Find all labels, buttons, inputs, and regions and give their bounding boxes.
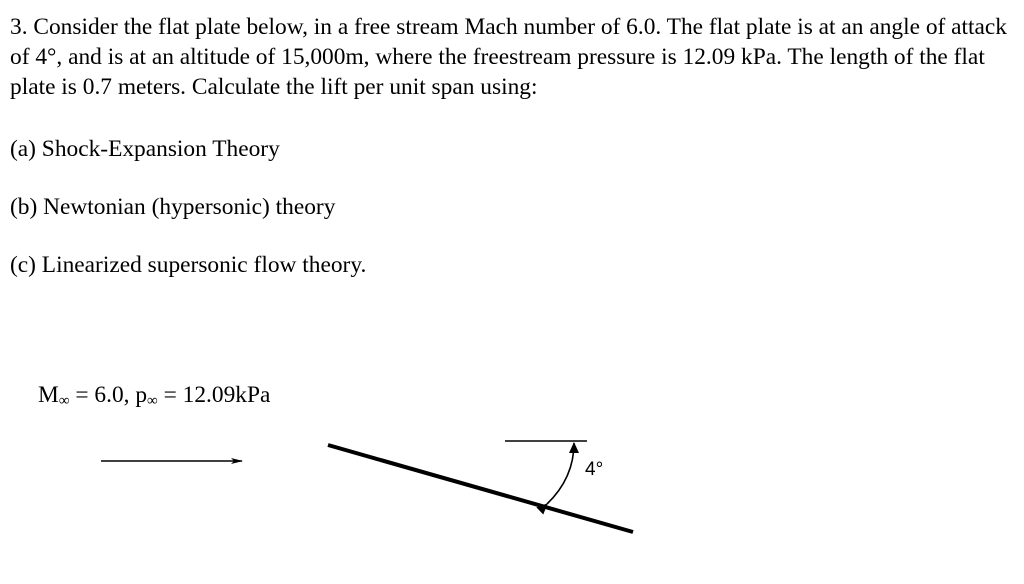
pressure-value: = 12.09kPa: [157, 382, 271, 408]
mach-symbol: M: [38, 382, 59, 408]
pressure-infinity-subscript: ∞: [147, 393, 158, 409]
part-b: (b) Newtonian (hypersonic) theory: [10, 194, 336, 220]
problem-statement: 3. Consider the flat plate below, in a free stream Mach number of 6.0. The flat plate is at an angle of attack of 4°, and is at an altitude of 15,000m, where the freestream pressure is 12.09 kPa. The length of the flat plate is 0.7 meters. Calculate the lift per unit span using:: [10, 14, 1007, 100]
mach-infinity-subscript: ∞: [58, 393, 70, 409]
mach-value: = 6.0, p: [69, 382, 148, 408]
part-a: (a) Shock-Expansion Theory: [10, 136, 280, 162]
angle-label: 4°: [585, 459, 604, 480]
part-c: (c) Linearized supersonic flow theory.: [10, 252, 367, 278]
angle-arc: [547, 443, 574, 504]
